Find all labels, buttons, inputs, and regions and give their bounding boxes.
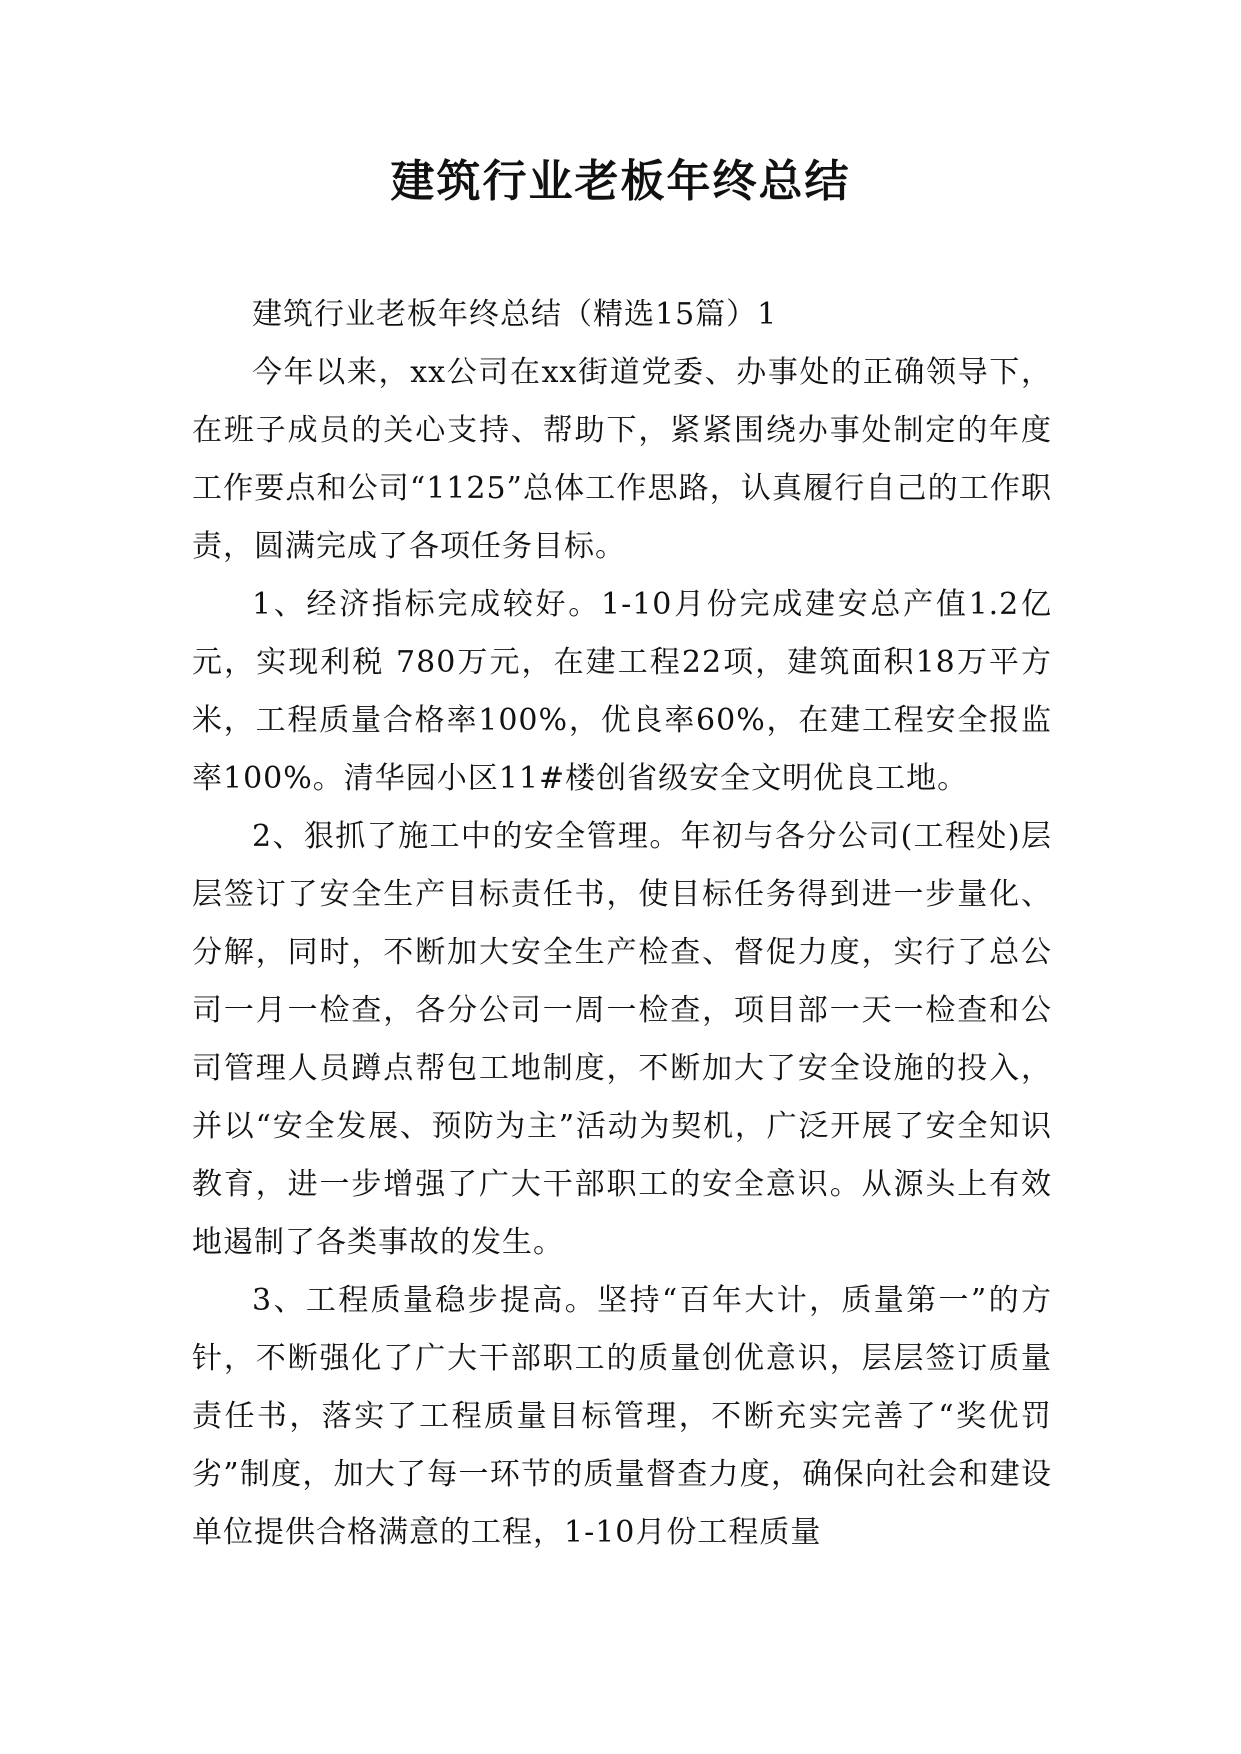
paragraph-economic-indicators: 1、经济指标完成较好。1-10月份完成建安总产值1.2亿元，实现利税 780万元，在建工程22项，建筑面积18万平方米，工程质量合格率100%，优良率60%，在建工程安全报监率100%。清华园小区11#楼创省级安全文明优良工地。	[192, 587, 1052, 796]
paragraph-safety-management: 2、狠抓了施工中的安全管理。年初与各分公司(工程处)层层签订了安全生产目标责任书，使目标任务得到进一步量化、分解，同时，不断加大安全生产检查、督促力度，实行了总公司一月一检查，各分公司一周一检查，项目部一天一检查和公司管理人员蹲点帮包工地制度，不断加大了安全设施的投入，并以“安全发展、预防为主”活动为契机，广泛开展了安全知识教育，进一步增强了广大干部职工的安全意识。从源头上有效地遏制了各类事故的发生。	[192, 819, 1052, 1260]
document-title: 建筑行业老板年终总结	[390, 156, 851, 207]
paragraph-heading: 建筑行业老板年终总结（精选15篇）1	[252, 297, 778, 332]
paragraph-intro: 今年以来，xx公司在xx街道党委、办事处的正确领导下，在班子成员的关心支持、帮助下，紧紧围绕办事处制定的年度工作要点和公司“1125”总体工作思路，认真履行自己的工作职责，圆满完成了各项任务目标。	[192, 355, 1052, 564]
document-body	[192, 286, 1052, 1562]
paragraph-quality: 3、工程质量稳步提高。坚持“百年大计，质量第一”的方针，不断强化了广大干部职工的质量创优意识，层层签订质量责任书，落实了工程质量目标管理，不断充实完善了“奖优罚劣”制度，加大了每一环节的质量督查力度，确保向社会和建设单位提供合格满意的工程，1-10月份工程质量	[192, 1283, 1052, 1550]
